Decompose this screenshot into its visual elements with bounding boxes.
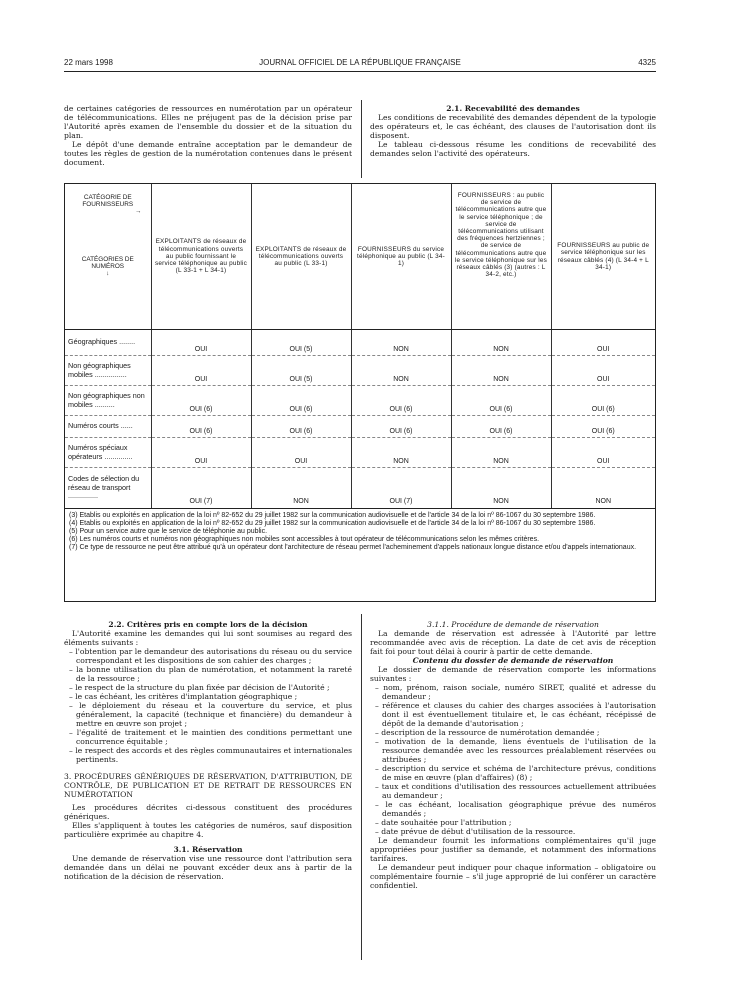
paragraph: Une demande de réservation vise une ressource dont l'attribution sera demandée dans un délai ne pouvant excéder deux ans à partir de la notification de la décision de réservation.	[64, 854, 352, 881]
column-header: EXPLOITANTS de réseaux de télécommunications ouverts au public (L 33-1)	[251, 184, 351, 330]
row-label: Non géographiques non mobiles ..........	[65, 386, 151, 416]
table-cell: NON	[351, 438, 451, 468]
table-cell: NON	[451, 468, 551, 508]
list-item: – le respect de la structure du plan fixée par décision de l'Autorité ;	[64, 683, 352, 692]
paragraph: de certaines catégories de ressources en numérotation par un opérateur de télécommunications. Elles ne préjugent pas de la décision prise par l'Autorité après examen de l'ensemble du dossier et de la situation du plan.	[64, 104, 352, 140]
list-item: – le cas échéant, localisation géographique prévue des numéros demandés ;	[370, 800, 656, 818]
number-category-label: CATÉGORIES DE NUMÉROS	[81, 255, 134, 270]
section-heading: 2.2. Critères pris en compte lors de la décision	[108, 620, 308, 629]
table-cell: OUI (6)	[451, 386, 551, 416]
section-heading: 3.1.1. Procédure de demande de réservation	[427, 620, 599, 629]
table-corner-header	[65, 184, 151, 330]
table-cell: OUI (6)	[351, 386, 451, 416]
table-cell: OUI (6)	[451, 416, 551, 438]
row-label: Géographiques ........	[65, 330, 151, 356]
table-row	[65, 386, 655, 416]
arrow-right-icon: →	[135, 208, 142, 216]
table-cell: OUI (7)	[151, 468, 251, 508]
section-heading: 3.1. Réservation	[173, 845, 243, 854]
column-header: FOURNISSEURS au public de service téléphonique sur les réseaux câblés (4) (L 34-4 + L 34-1)	[551, 184, 655, 330]
table-cell: OUI	[151, 438, 251, 468]
list-item: – date prévue de début d'utilisation de la ressource.	[370, 827, 656, 836]
paragraph: Les conditions de recevabilité des demandes dépendent de la typologie des opérateurs et, le cas échéant, des clauses de l'autorisation dont ils disposent.	[370, 113, 656, 140]
table-cell: NON	[451, 330, 551, 356]
paragraph: Le dépôt d'une demande entraîne acceptation par le demandeur de toutes les règles de gestion de la numérotation contenues dans le présent document.	[64, 140, 352, 167]
table-footnotes	[65, 508, 655, 555]
list-item: – taux et conditions d'utilisation des ressources actuellement attribuées au demandeur ;	[370, 782, 656, 800]
header-journal-title: JOURNAL OFFICIEL DE LA RÉPUBLIQUE FRANÇAISE	[259, 58, 461, 67]
list-item: – la bonne utilisation du plan de numérotation, et notamment la rareté de la ressource ;	[64, 665, 352, 683]
page-header	[64, 58, 656, 72]
footnote: (7) Ce type de ressource ne peut être attribué qu'à un opérateur dont l'architecture de réseau permet l'acheminement d'appels nationaux longue distance et/ou d'appels internationaux.	[69, 543, 637, 551]
paragraph: Elles s'appliquent à toutes les catégories de numéros, sauf disposition particulière exprimée au chapitre 4.	[64, 821, 352, 839]
paragraph: Le tableau ci-dessous résume les conditions de recevabilité des demandes selon l'activité des opérateurs.	[370, 140, 656, 158]
table-cell: OUI	[151, 356, 251, 386]
list-item: – le déploiement du réseau et la couverture du service, et plus généralement, la capacité (technique et financière) du demandeur à mettre en œuvre son projet ;	[64, 701, 352, 728]
paragraph: La demande de réservation est adressée à l'Autorité par lettre recommandée avec avis de réception. La date de cet avis de réception fait foi pour tout délai à courir à partir de cette demande.	[370, 629, 656, 656]
table-cell: OUI (6)	[151, 416, 251, 438]
table-cell: OUI (5)	[251, 330, 351, 356]
column-divider	[361, 614, 362, 960]
header-date: 22 mars 1998	[64, 58, 113, 67]
table-cell: OUI	[151, 330, 251, 356]
row-label: Non géographiques mobiles ................	[65, 356, 151, 386]
paragraph: L'Autorité examine les demandes qui lui sont soumises au regard des éléments suivants :	[64, 629, 352, 647]
list-item: – référence et clauses du cahier des charges associées à l'autorisation dont il est éventuellement titulaire et, le cas échéant, récépissé de dépôt de la demande d'autorisation ;	[370, 701, 656, 728]
table-row	[65, 438, 655, 468]
bottom-left-column	[64, 620, 352, 881]
receivability-table	[64, 183, 656, 602]
table-cell: NON	[451, 438, 551, 468]
sub-heading: Contenu du dossier de demande de réservation	[412, 656, 614, 665]
top-right-column	[370, 104, 656, 158]
paragraph: Le demandeur fournit les informations complémentaires qu'il juge appropriées pour justifier sa demande, et notamment des informations tarifaires.	[370, 836, 656, 863]
table-cell: NON	[551, 468, 655, 508]
bottom-right-column	[370, 620, 656, 890]
column-header: EXPLOITANTS de réseaux de télécommunications ouverts au public fournissant le service téléphonique au public (L 33-1 + L 34-1)	[151, 184, 251, 330]
list-item: – nom, prénom, raison sociale, numéro SIRET, qualité et adresse du demandeur ;	[370, 683, 656, 701]
table-cell: OUI	[551, 330, 655, 356]
criteria-list	[64, 647, 352, 764]
footnote: (3) Etablis ou exploités en application de la loi nº 82-652 du 29 juillet 1982 sur la communication audiovisuelle et de l'article 34 de la loi nº 86-1067 du 30 septembre 1986.	[69, 511, 596, 519]
table-cell: OUI (7)	[351, 468, 451, 508]
row-label: Codes de sélection du réseau de transport ...............	[65, 468, 151, 508]
table-row	[65, 416, 655, 438]
chapter-heading: 3. PROCÉDURES GÉNÉRIQUES DE RÉSERVATION, D'ATTRIBUTION, DE CONTRÔLE, DE PUBLICATION ET DE RETRAIT DE RESSOURCES EN NUMÉROTATION	[64, 772, 352, 799]
table-cell: OUI (5)	[251, 356, 351, 386]
arrow-down-icon: ↓	[106, 270, 110, 278]
table-cell: NON	[451, 356, 551, 386]
column-header: FOURNISSEURS du service téléphonique au public (L 34-1)	[351, 184, 451, 330]
table-cell: OUI (6)	[351, 416, 451, 438]
list-item: – description de la ressource de numérotation demandée ;	[370, 728, 656, 737]
table-cell: OUI (6)	[151, 386, 251, 416]
footnote: (6) Les numéros courts et numéros non géographiques non mobiles sont accessibles à tout opérateur de télécommunications selon les mêmes critères.	[69, 535, 540, 543]
section-heading: 2.1. Recevabilité des demandes	[446, 104, 580, 113]
list-item: – le respect des accords et des règles communautaires et internationales pertinents.	[64, 746, 352, 764]
row-label: Numéros spéciaux opérateurs ..............	[65, 438, 151, 468]
top-left-column	[64, 104, 352, 167]
table-cell: OUI	[551, 438, 655, 468]
header-page-number: 4325	[638, 58, 656, 67]
table-cell: OUI	[251, 438, 351, 468]
list-item: – motivation de la demande, liens éventuels de l'utilisation de la ressource demandée avec les ressources préalablement réservées ou attribuées ;	[370, 737, 656, 764]
footnote: (5) Pour un service autre que le service de téléphonie au public.	[69, 527, 268, 535]
paragraph: Le dossier de demande de réservation comporte les informations suivantes :	[370, 665, 656, 683]
column-header: FOURNISSEURS : au public de service de télécommunications autre que le service téléphonique ; de service de télécommunications utilisant des fréquences hertziennes ; de service de télécommunications autre que le service téléphonique sur les réseaux câblés (3) (autres : L 34-2, etc.)	[451, 184, 551, 330]
table-cell: OUI (6)	[251, 386, 351, 416]
dossier-list	[370, 683, 656, 836]
table-cell: OUI	[551, 356, 655, 386]
row-label: Numéros courts ......	[65, 416, 151, 438]
table-cell: OUI (6)	[551, 416, 655, 438]
list-item: – date souhaitée pour l'attribution ;	[370, 818, 656, 827]
list-item: – l'obtention par le demandeur des autorisations du réseau ou du service correspondant et les dispositions de son cahier des charges ;	[64, 647, 352, 665]
paragraph: Le demandeur peut indiquer pour chaque information – obligatoire ou complémentaire fournie – s'il juge approprié de lui conférer un caractère confidentiel.	[370, 863, 656, 890]
table-cell: OUI (6)	[251, 416, 351, 438]
table-row	[65, 330, 655, 356]
table-row	[65, 356, 655, 386]
column-divider	[361, 100, 362, 178]
table-cell: NON	[351, 356, 451, 386]
table-cell: NON	[251, 468, 351, 508]
list-item: – description du service et schéma de l'architecture prévus, conditions de mise en œuvre (plan d'affaires) (8) ;	[370, 764, 656, 782]
list-item: – l'égalité de traitement et le maintien des conditions permettant une concurrence équitable ;	[64, 728, 352, 746]
footnote: (4) Etablis ou exploités en application de la loi nº 82-652 du 29 juillet 1982 sur la communication audiovisuelle et de l'article 34 de la loi nº 86-1067 du 30 septembre 1986.	[69, 519, 596, 527]
table-row	[65, 468, 655, 508]
provider-category-label: CATÉGORIE DE FOURNISSEURS	[82, 194, 134, 209]
header-rule	[64, 71, 656, 72]
table-cell: NON	[351, 330, 451, 356]
table-cell: OUI (6)	[551, 386, 655, 416]
paragraph: Les procédures décrites ci-dessous constituent des procédures génériques.	[64, 803, 352, 821]
list-item: – le cas échéant, les critères d'implantation géographique ;	[64, 692, 352, 701]
